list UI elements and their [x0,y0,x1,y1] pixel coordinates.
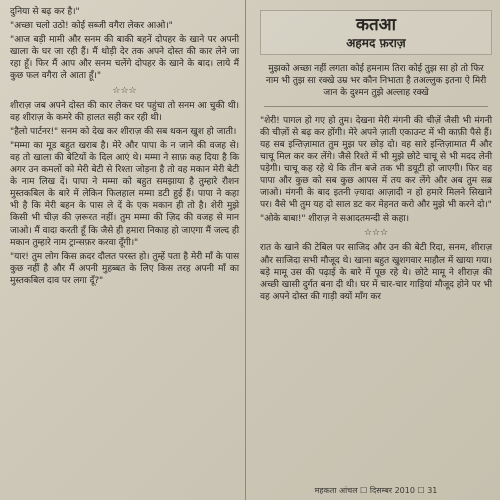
section-divider-stars: ☆☆☆ [112,85,137,96]
story-paragraph: दुनिया से बढ़ कर है।" [10,7,80,17]
story-paragraph: शीराज़ जब अपने दोस्त की कार लेकर घर पहुंचा तो सनम आ चुकी थी। वह शीराज़ के कमरे की हालत सही कर रही थी। [10,100,239,123]
story-paragraph: "अच्छा चलो उठो! कोई सब्जी वगैरा लेकर आओ।" [10,21,173,32]
story-paragraph: "मम्मा का मूड बहुत खराब है। मेरे और पापा के न जाने की वजह से। वह तो खाला की बेटियों के दिल आएं थे। मम्मा ने साफ़ कह दिया है कि अगर उन कमलों को मेरी बेटी से रिश्ता जोड़ना है तो वह मकान मेरी बेटी के नाम लिख दें। पापा ने मम्मा को बहुत समझाया है तुम्हारे रौशन मुस्तकबिल के बारे में लेकिन फिलहाल मम्मा डटी हुई हैं। पापा ने कहा भी है कि मेरी बहन के पास ले दें के एक मकान ही तो है। शेरी मुझे किसी भी चीज़ की ज़रूरत नहीं। तुम मम्मा की ज़िद की वजह से मान जाओ। मैं वादा करती हूँ कि जैसे ही हमारा निकाह हो जाएगा मैं जल्द ही मकान तुम्हारे नाम ट्रान्सफ़र करवा दूँगी।" [10,140,239,248]
poem-box [264,63,488,107]
section-divider-stars: ☆☆☆ [363,228,389,239]
story-column-left [0,0,246,500]
poem-text: मुझको अच्छा नहीं लगता कोई हमनाम तिरा कोई तुझ सा हो तो फिर नाम भी तुझ सा रक्खे उम्र भर कौन निभाता है तअल्लुक इतना ऐ मिरी जान के दुश्मन तुझे अल्लाह रक्खे [265,64,487,99]
poem-title: कतआ [355,15,397,35]
poem-header [260,10,492,55]
story-paragraph: "आज बड़ी मामी और सनम की बाकी बहनें दोपहर के खाने पर अपनी खाला के घर जा रही हैं। मैं थोड़ी देर तक अपने दोस्त की कार लेने जा रहा हूँ। फिर मैं आप और सनम चलेंगे दोपहर के खाने के बाद। लाये मैं कुछ फल वगैरा ले आता हूँ।" [10,35,239,82]
story-paragraph: "ओके बाबा!" शीराज़ ने सआदतमन्दी से कहा। [260,214,409,225]
story-paragraph: रात के खाने की टेबिल पर साजिद और उन की बेटी रिदा, सनम, शीराज़ और साजिदा सभी मौजूद थे। खाना बहुत खुशगवार माहौल में खाया गया। बड़े मामू उस की पढ़ाई के बारे में पूछ रहे थे। छोटे मामू ने शीराज़ की अच्छी खासी दुर्गत बना दी थी। घर में चार-चार गाड़ियां मौजूद होने पर भी वह अपने दोस्त की गाड़ी क्यों माँग कर [260,243,492,302]
story-paragraph: "यार! तुम लोग किस क़दर दौलत परस्त हो। तुम्हें पता है मेरी माँ के पास कुछ नहीं है और मैं अपनी मुहब्बत के लिए किस तरह अपनी माँ का मुस्तकबिल दाव पर लगा दूँ?" [10,251,239,286]
story-column-right [252,0,500,500]
page-footer: महकता आंचल ☐ दिसम्बर 2010 ☐ 31 [314,486,438,495]
story-paragraph: "शेरी! पागल हो गए हो तुम। देखना मेरी मंगनी की चीज़ें जैसी भी मंगनी की चीज़ों से बढ़ कर होंगी। मेरे अपने ज़ाती एकाउन्ट में भी काफ़ी पैसे हैं। यह सब इन्तिज़ामात तुम मुझ पर छोड़ दो। वह सारे इन्तिज़ामात मैं और चाचू मिल कर कर लेंगे। जैसे रिश्ते में भी मुझे छोटे चाचू से भी मदद लेनी पड़ेगी। चाचू कह रहे थे कि तीन बजे तक भी डयूटी हो जाएगी। फिर वह पापा और कुछ को सब कुछ आपस में तय कर लेंगे और अब तुम सब्र जाओ। मंगनी के बाद इतनी ज़्यादा आज़ादी न हो हमारे मिलने सिखाने पर। वैसे भी तुम यह दो साल डट कर मेहनत करो और मुझे भी करने दो।" [260,115,492,211]
poem-author: अहमद फ़राज़ [346,36,406,50]
story-continuation [260,115,492,303]
story-paragraph: "हैलो पार्टनर!" सनम को देख कर शीराज़ की सब थकन खुश हो जाती। [10,126,237,137]
